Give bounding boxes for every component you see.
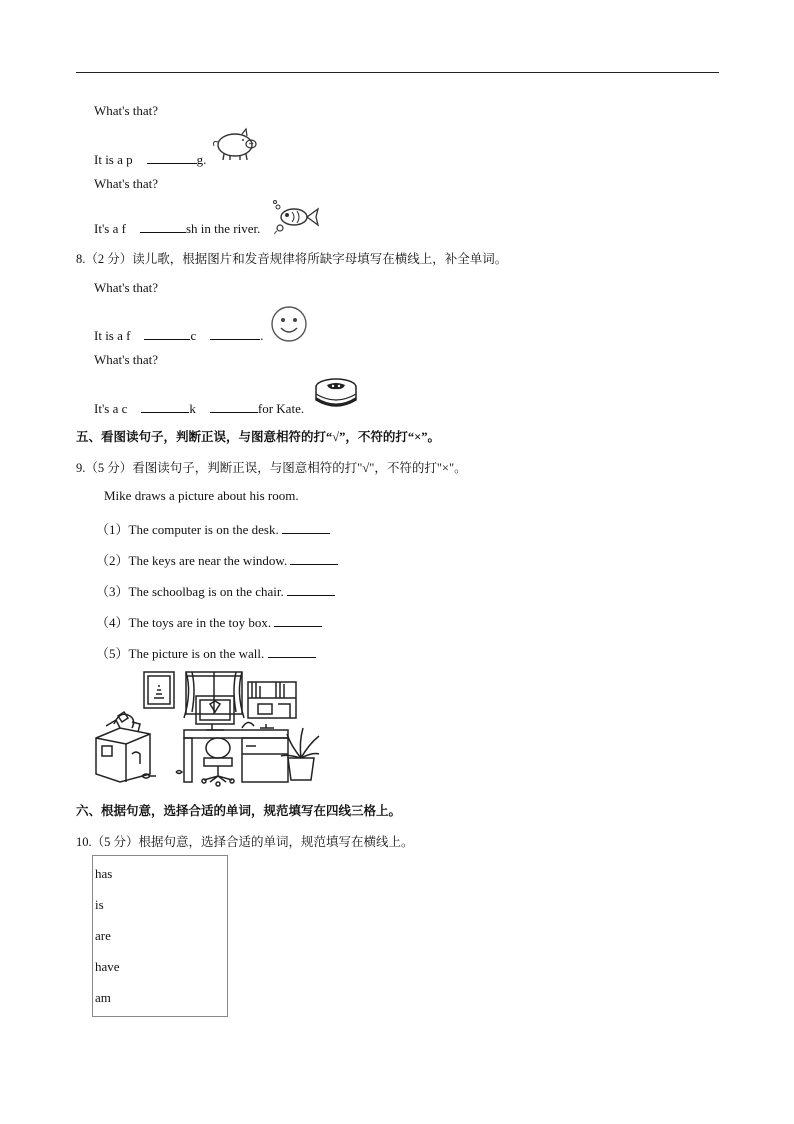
answer-blank[interactable] [210, 401, 258, 413]
item-number: （1） [96, 522, 129, 537]
word-bank-item: is [95, 897, 104, 912]
answer-blank[interactable] [274, 615, 322, 627]
q10-title: 10.（5 分）根据句意，选择合适的单词，规范填写在横线上。 [76, 835, 414, 849]
q7-line-1: What's that? [94, 103, 159, 118]
q9-title: 9.（5 分）看图读句子，判断正误，与图意相符的打"√"，不符的打"×"。 [76, 461, 467, 475]
header-rule [76, 72, 719, 73]
answer-blank[interactable] [140, 221, 186, 233]
word-bank-item: am [95, 990, 111, 1005]
q8-line-3: What's that? [94, 352, 159, 367]
q8-line-2-mid: c [190, 328, 197, 343]
word-bank-item: have [95, 959, 120, 974]
answer-blank[interactable] [141, 401, 189, 413]
q8-line-1: What's that? [94, 280, 159, 295]
smiley-face-icon [270, 305, 308, 343]
q7-line-2-prefix: It is a p [94, 152, 133, 167]
item-number: （4） [96, 615, 129, 630]
q9-item-1 [96, 519, 330, 538]
item-number: （5） [96, 646, 129, 661]
q9-item-3 [96, 581, 335, 600]
item-text: The keys are near the window. [128, 553, 288, 568]
word-bank-item: are [95, 928, 111, 943]
q7-line-4-prefix: It's a f [94, 221, 126, 236]
answer-blank[interactable] [144, 328, 190, 340]
answer-blank[interactable] [147, 152, 197, 164]
item-number: （2） [96, 553, 129, 568]
q9-item-5 [96, 643, 316, 662]
item-number: （3） [96, 584, 129, 599]
item-text: The picture is on the wall. [128, 646, 265, 661]
q8-line-2-suffix: . [260, 328, 264, 343]
answer-blank[interactable] [268, 646, 316, 658]
item-text: The toys are in the toy box. [128, 615, 272, 630]
q7-line-2-suffix: g. [196, 152, 207, 167]
pig-icon [210, 126, 260, 162]
answer-blank[interactable] [287, 584, 335, 596]
q8-line-2 [94, 328, 264, 344]
q8-line-4-suffix: for Kate. [257, 401, 305, 416]
q7-line-3: What's that? [94, 176, 159, 191]
answer-blank[interactable] [282, 522, 330, 534]
q8-line-4-prefix: It's a c [94, 401, 128, 416]
word-bank-item: has [95, 866, 113, 881]
answer-blank[interactable] [210, 328, 260, 340]
q7-line-4 [94, 221, 260, 237]
cake-icon [313, 376, 359, 414]
q9-intro: Mike draws a picture about his room. [104, 488, 299, 503]
section-6-title: 六、根据句意，选择合适的单词，规范填写在四线三格上。 [76, 804, 402, 818]
q8-line-2-prefix: It is a f [94, 328, 131, 343]
bedroom-picture [92, 668, 328, 788]
q9-item-4 [96, 612, 322, 631]
q9-item-2 [96, 550, 338, 569]
section-5-title: 五、看图读句子，判断正误，与图意相符的打“√”，不符的打“×”。 [76, 430, 440, 444]
q7-line-4-suffix: sh in the river. [185, 221, 261, 236]
q8-line-4 [94, 401, 304, 417]
item-text: The schoolbag is on the chair. [128, 584, 284, 599]
q8-title: 8.（2 分）读儿歌，根据图片和发音规律将所缺字母填写在横线上，补全单词。 [76, 252, 508, 266]
q7-line-2 [94, 152, 206, 168]
fish-icon [272, 200, 322, 234]
word-bank-box [92, 855, 228, 1017]
item-text: The computer is on the desk. [128, 522, 279, 537]
answer-blank[interactable] [290, 553, 338, 565]
q8-line-4-mid: k [189, 401, 196, 416]
